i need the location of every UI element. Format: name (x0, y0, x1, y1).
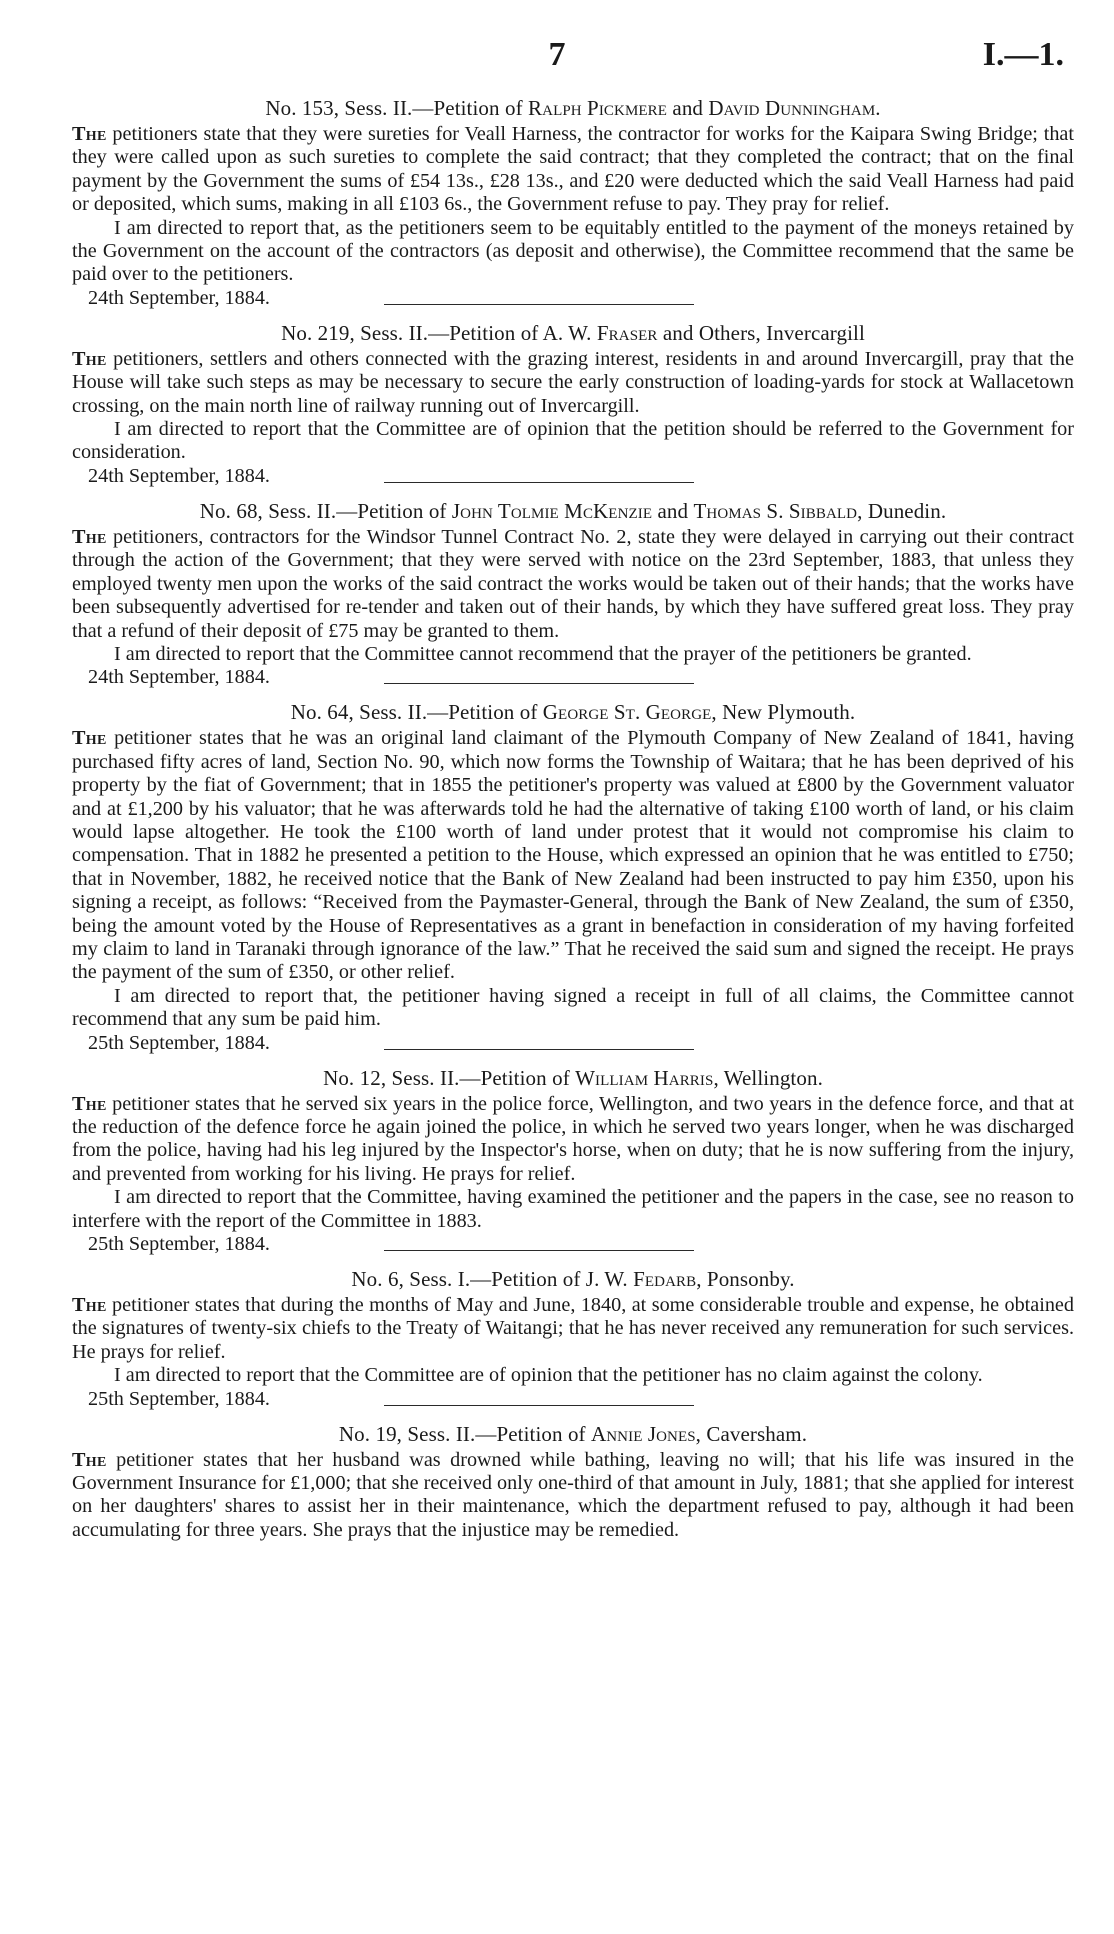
petition-number: No. 64, Sess. II.—Petition of (290, 700, 543, 725)
petition-statement (72, 526, 1074, 643)
report-date: 24th September, 1884. (88, 286, 270, 309)
heading-suffix: . (875, 96, 881, 120)
petition-statement (72, 348, 1074, 418)
report-date: 25th September, 1884. (88, 1233, 270, 1256)
heading-joiner: , New Plymouth. (711, 700, 856, 725)
document-body (72, 95, 1074, 1542)
section-divider (384, 304, 694, 305)
heading-joiner: , Ponsonby. (696, 1267, 795, 1292)
section-divider (384, 1250, 694, 1251)
petition-statement (72, 1294, 1074, 1364)
petitioner-name: Fedarb (633, 1267, 697, 1292)
petition-heading (72, 699, 1074, 725)
heading-joiner: and (667, 96, 709, 120)
petition-heading (72, 320, 1074, 346)
petition-153 (72, 95, 1074, 311)
petitioner-name: Annie Jones (590, 1421, 696, 1446)
heading-joiner: and (652, 498, 694, 523)
statement-text: petitioner states that he served six years in the police force, Wellington, and two years in the defence force, and that at the reduction of the defence force he again joined the police, in which he served two years longer, when he was discharged from the police, having had his leg injured by the Inspector's horse, when on duty; that he is now suffering from the injury, and prevented from working for his living. He prays for relief. (72, 1092, 1074, 1185)
section-divider (384, 1405, 694, 1406)
petition-statement (72, 1449, 1074, 1543)
statement-text: petitioners, contractors for the Windsor Tunnel Contract No. 2, state they were delayed in carrying out their contract through the action of the Government; that they were served with notice on the 23rd September, 1883, that unless they employed twenty men upon the works of the said contract the works would be taken out of their hands; that the works have been subsequently advertised for re-tender and taken out of their hands, by which they have suffered great loss. They pray that a refund of their deposit of £75 may be granted to them. (72, 525, 1074, 642)
statement-text: petitioner states that her husband was drowned while bathing, leaving no will; that his life was insured in the Government Insurance for £1,000; that she received only one-third of that amount in July, 1881; that she applied for interest on her daughters' shares to assist her in their maintenance, which the department refused to pay, although it had been accumulating for three years. She prays that the injustice may be remedied. (72, 1448, 1074, 1541)
petition-number: No. 219, Sess. II.—Petition of A. W. (281, 320, 597, 345)
heading-joiner: , Caversham. (695, 1421, 808, 1446)
committee-report: I am directed to report that the Committee are of opinion that the petition should be referred to the Government for consideration. (72, 418, 1074, 464)
statement-text: petitioner states that during the months of May and June, 1840, at some considerable trouble and expense, he obtained the signatures of twenty-six chiefs to the Treaty of Waitangi; that he has never received any remuneration for such services. He prays for relief. (72, 1294, 1074, 1363)
section-divider (384, 482, 694, 483)
petitioner-name: Ralph Pickmere (528, 96, 668, 120)
petition-64 (72, 699, 1074, 1055)
petition-number: No. 68, Sess. II.—Petition of (199, 498, 452, 523)
lead-word: The (72, 1448, 107, 1471)
report-date: 24th September, 1884. (88, 464, 270, 487)
petition-number: No. 6, Sess. I.—Petition of J. W. (351, 1267, 634, 1292)
document-reference: I.—1. (982, 36, 1064, 73)
petitioner-name: John Tolmie McKenzie (451, 498, 653, 523)
petitioner-name: Thomas S. Sibbald (693, 498, 858, 523)
petition-number: No. 19, Sess. II.—Petition of (338, 1421, 591, 1446)
report-date: 24th September, 1884. (88, 666, 270, 689)
petition-219 (72, 320, 1074, 489)
section-divider (384, 1049, 694, 1050)
section-divider (384, 683, 694, 684)
lead-word: The (72, 1294, 107, 1317)
petitioner-name: David Dunningham (708, 96, 876, 120)
heading-suffix: , Dunedin. (857, 498, 947, 523)
petition-heading (72, 498, 1074, 524)
petition-statement (72, 727, 1074, 984)
report-date: 25th September, 1884. (88, 1387, 270, 1410)
committee-report: I am directed to report that, the petitioner having signed a receipt in full of all claims, the Committee cannot recommend that any sum be paid him. (72, 984, 1074, 1031)
statement-text: petitioners state that they were sureties for Veall Harness, the contractor for works for the Kaipara Swing Bridge; that they were called upon as such sureties to complete the said contract; that they completed the contract; that on the final payment by the Government the sums of £54 13s., £28 13s., and £20 were deducted which the said Veall Harness had paid or deposited, which sums, making in all £103 6s., the Government refuse to pay. They pray for relief. (72, 123, 1074, 216)
petition-heading (72, 95, 1074, 121)
report-date: 25th September, 1884. (88, 1031, 270, 1054)
lead-word: The (72, 1092, 107, 1115)
petition-heading (72, 1421, 1074, 1447)
petition-statement (72, 1093, 1074, 1187)
lead-word: The (72, 525, 107, 548)
petition-statement (72, 123, 1074, 217)
petitioner-name: William Harris (575, 1065, 714, 1090)
petition-heading (72, 1266, 1074, 1292)
petition-68 (72, 498, 1074, 690)
petition-heading (72, 1065, 1074, 1091)
petition-19 (72, 1421, 1074, 1543)
committee-report: I am directed to report that, as the petitioners seem to be equitably entitled to the payment of the moneys retained by the Government on the account of the contractors (as deposit and otherwise), the Committee recommend that the same be paid over to the petitioners. (72, 216, 1074, 286)
petition-number: No. 153, Sess. II.—Petition of (265, 96, 529, 120)
heading-joiner: , Wellington. (713, 1065, 823, 1090)
petition-number: No. 12, Sess. II.—Petition of (323, 1065, 576, 1090)
committee-report: I am directed to report that the Committee are of opinion that the petitioner has no claim against the colony. (114, 1364, 983, 1387)
petition-6 (72, 1266, 1074, 1412)
committee-report: I am directed to report that the Committee, having examined the petitioner and the papers in the case, see no reason to interfere with the report of the Committee in 1883. (72, 1186, 1074, 1232)
committee-report: I am directed to report that the Committee cannot recommend that the prayer of the petitioners be granted. (114, 642, 972, 665)
statement-text: petitioner states that he was an original land claimant of the Plymouth Company of New Zealand of 1841, having purchased fifty acres of land, Section No. 90, which now forms the Township of Waitara; that he has been deprived of his property by the fiat of Government; that in 1855 the petitioner's property was valued at £800 by the Government valuator and at £1,200 by his valuator; that he was afterwards told he had the alternative of taking £100 worth of land, or his claim would lapse altogether. He took the £100 worth of land under protest that it would not compromise his claim to compensation. That in 1882 he presented a petition to the House, which expressed an opinion that he was entitled to £750; that in November, 1882, he received notice that the Bank of New Zealand had been instructed to pay him £350, upon his signing a receipt, as follows: “Received from the Paymaster-General, through the Bank of New Zealand, the sum of £350, being the amount voted by the House of Representatives as a grant in benefaction in consideration of my having forfeited my claim to land in Taranaki through ignorance of the law.” That he received the said sum and signed the receipt. He prays the payment of the sum of £350, or other relief. (72, 727, 1074, 984)
page-number: 7 (548, 36, 566, 73)
petitioner-name: Fraser (596, 320, 658, 345)
petitioner-name: George St. George (542, 700, 712, 725)
heading-joiner: and Others, Invercargill (657, 320, 865, 345)
lead-word: The (72, 123, 107, 145)
petition-12 (72, 1065, 1074, 1257)
statement-text: petitioners, settlers and others connected with the grazing interest, residents in and around Invercargill, pray that the House will take such steps as may be necessary to secure the early construction of loading-yards for stock at Wallacetown crossing, on the main north line of railway running out of Invercargill. (72, 347, 1074, 417)
lead-word: The (72, 727, 107, 750)
lead-word: The (72, 347, 107, 370)
